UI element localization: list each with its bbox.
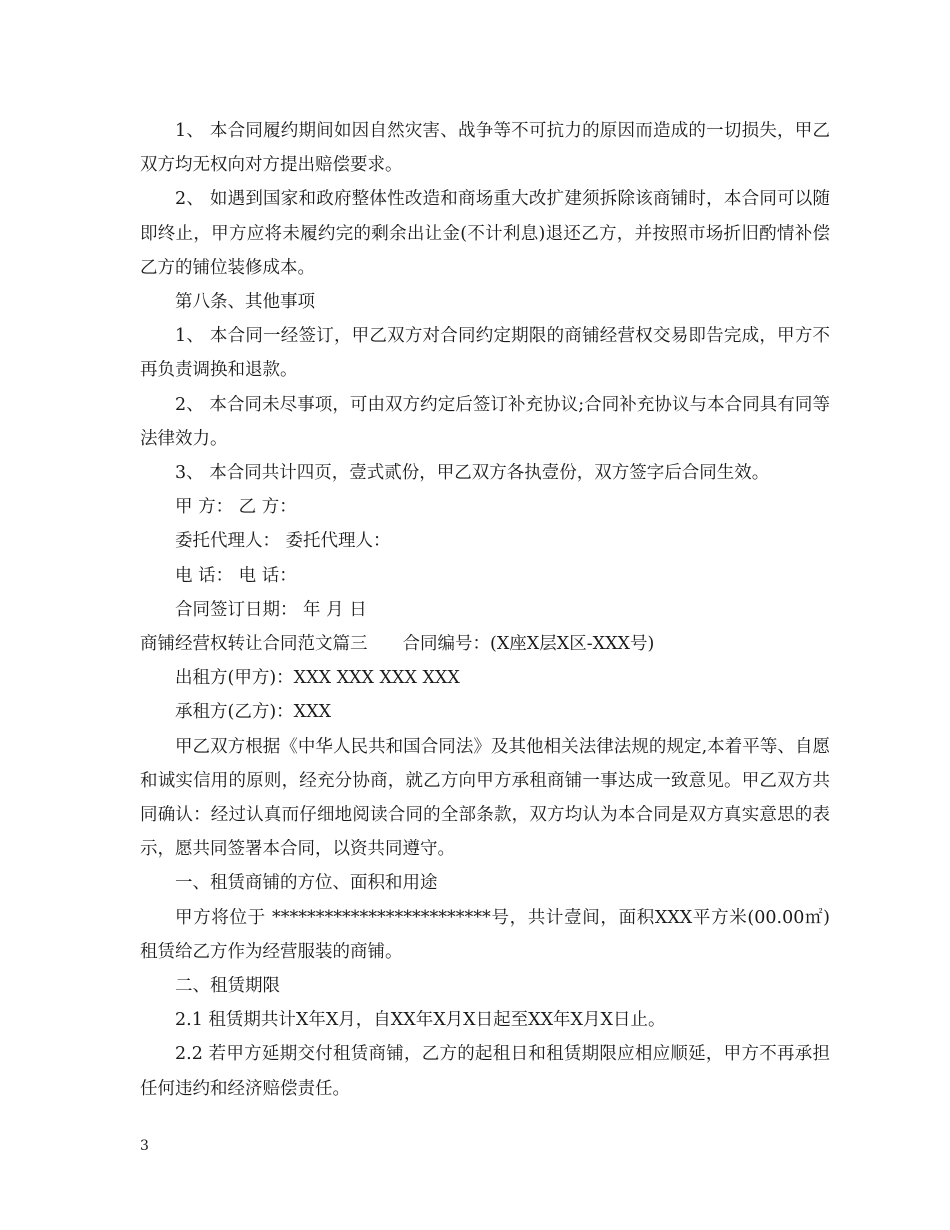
paragraph-other-1: 1、 本合同一经签订，甲乙双方对合同约定期限的商铺经营权交易即告完成，甲方不再负责调换和退款。 (140, 326, 830, 381)
paragraph-location: 甲方将位于 *************************号，共计壹间，面积XXX平方米(00.00㎡)租赁给乙方作为经营服装的商铺。 (140, 907, 830, 962)
paragraph-demolition: 2、 如遇到国家和政府整体性改造和商场重大改扩建须拆除该商铺时，本合同可以随即终止，甲方应将未履约完的剩余出让金(不计利息)退还乙方，并按照市场折旧酌情补偿乙方的铺位装修成本。 (140, 189, 830, 278)
section-heading-8: 第八条、其他事项 (175, 292, 315, 313)
paragraph-preamble: 甲乙双方根据《中华人民共和国合同法》及其他相关法律法规的规定,本着平等、自愿和诚实信用的原则，经充分协商，就乙方向甲方承租商铺一事达成一致意见。甲乙双方共同确认：经过认真而仔细地阅读合同的全部条款，双方均认为本合同是双方真实意思的表示，愿共同签署本合同，以资共同遵守。 (140, 736, 830, 860)
section-heading-1: 一、租赁商铺的方位、面积和用途 (175, 873, 438, 894)
page-number: 3 (140, 1138, 149, 1154)
signature-date-line: 合同签订日期： 年 月 日 (175, 599, 367, 620)
contract-title-line: 商铺经营权转让合同范文篇三 合同编号：(X座X层X区-XXX号) (140, 634, 655, 655)
paragraph-other-3: 3、 本合同共计四页，壹式贰份，甲乙双方各执壹份，双方签字后合同生效。 (175, 463, 770, 484)
signature-phone-line: 电 话： 电 话： (175, 565, 297, 586)
document-body (140, 114, 830, 1106)
section-heading-2: 二、租赁期限 (175, 976, 280, 997)
paragraph-term-2-1: 2.1 租赁期共计X年X月，自XX年X月X日起至XX年X月X日止。 (175, 1010, 666, 1031)
paragraph-force-majeure: 1、 本合同履约期间如因自然灾害、战争等不可抗力的原因而造成的一切损失，甲乙双方均无权向对方提出赔偿要求。 (140, 121, 830, 176)
signature-agent-line: 委托代理人： 委托代理人： (175, 531, 391, 552)
signature-party-line: 甲 方： 乙 方： (175, 497, 297, 518)
lessor-line: 出租方(甲方)：XXX XXX XXX XXX (175, 668, 460, 689)
paragraph-term-2-2: 2.2 若甲方延期交付租赁商铺，乙方的起租日和租赁期限应相应顺延，甲方不再承担任何违约和经济赔偿责任。 (140, 1044, 830, 1099)
lessee-line: 承租方(乙方)：XXX (175, 702, 332, 723)
paragraph-other-2: 2、 本合同未尽事项，可由双方约定后签订补充协议;合同补充协议与本合同具有同等法律效力。 (140, 394, 830, 449)
